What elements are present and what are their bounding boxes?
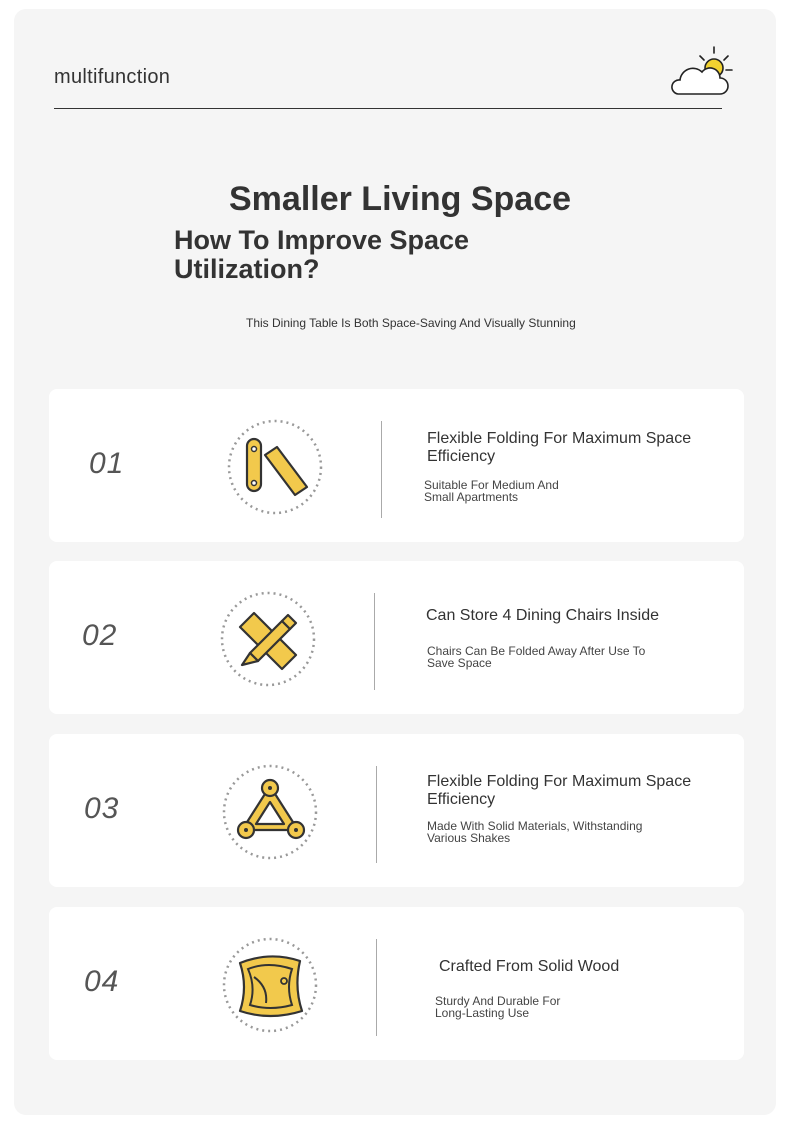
card-divider — [376, 766, 377, 863]
feature-card — [49, 734, 744, 887]
feature-title: Flexible Folding For Maximum Space Efficiency — [427, 773, 692, 808]
cloud-sun-icon — [668, 44, 736, 100]
pencil-ruler-icon — [220, 591, 316, 687]
feature-number: 04 — [84, 965, 120, 998]
feature-card — [49, 907, 744, 1060]
page-tagline: This Dining Table Is Both Space-Saving And Visually Stunning — [246, 316, 576, 330]
page-subtitle: How To Improve Space Utilization? — [174, 225, 470, 284]
feature-description: Sturdy And Durable For Long-Lasting Use — [435, 994, 561, 1020]
card-divider — [376, 939, 377, 1036]
header-divider — [54, 108, 722, 109]
feature-description: Chairs Can Be Folded Away After Use To Save Space — [427, 644, 646, 670]
feature-card — [49, 561, 744, 714]
feature-title: Flexible Folding For Maximum Space Efficiency — [427, 430, 692, 465]
feature-number: 03 — [84, 792, 120, 825]
feature-number: 02 — [82, 619, 118, 652]
card-divider — [381, 421, 382, 518]
feature-card — [49, 389, 744, 542]
page-title: Smaller Living Space — [229, 180, 572, 218]
wood-grain-icon — [222, 937, 318, 1033]
feature-number: 01 — [89, 447, 125, 480]
folding-hinge-icon — [227, 419, 323, 515]
feature-description: Made With Solid Materials, Withstanding Various Shakes — [427, 819, 643, 845]
brand-name: multifunction — [54, 66, 171, 88]
feature-title: Crafted From Solid Wood — [439, 958, 620, 975]
feature-description: Suitable For Medium And Small Apartments — [424, 478, 559, 504]
triangle-structure-icon — [222, 764, 318, 860]
card-divider — [374, 593, 375, 690]
feature-title: Can Store 4 Dining Chairs Inside — [426, 607, 660, 624]
